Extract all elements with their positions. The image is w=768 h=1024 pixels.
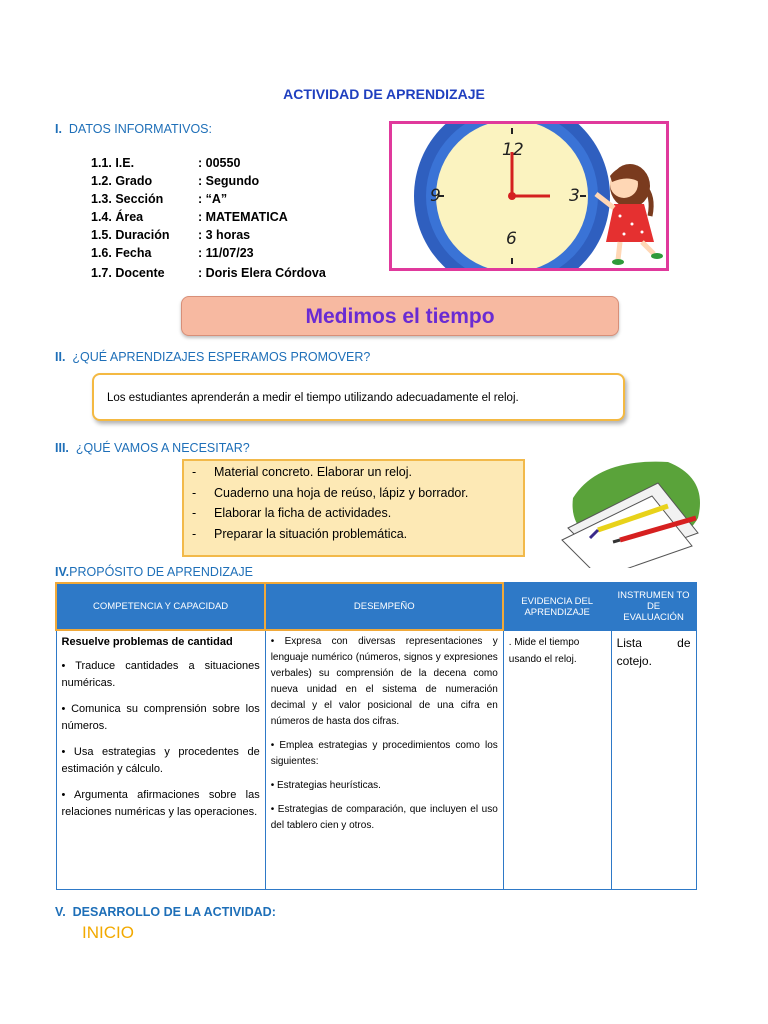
table-header-competencia: COMPETENCIA Y CAPACIDAD [56,583,265,630]
document-title: ACTIVIDAD DE APRENDIZAJE [283,86,485,102]
section-1-number: I. [55,122,62,136]
section-4-label: PROPÓSITO DE APRENDIZAJE [69,565,253,579]
evidencia-cell [503,630,611,889]
section-2-number: II. [55,350,66,364]
competencia-cell [56,630,265,889]
desempeno-item: • Expresa con diversas representaciones y lenguaje numérico (números, signos y expresiones verbales) su comprensión de la decena como nueva unidad en el sistema de numeración decimal y el valor posicional de una cifra en números de hasta dos cifras. [270,636,498,727]
table-header-evidencia: EVIDENCIA DEL APRENDIZAJE [503,583,611,630]
clock-illustration [389,121,669,271]
datos-value: : 00550 [198,156,241,170]
desempeno-item: • Emplea estrategias y procedimientos como los siguientes: [270,740,498,767]
section-3-number: III. [55,441,69,455]
activity-title-banner: Medimos el tiempo [181,296,619,336]
list-item [190,527,523,548]
list-item-text: Cuaderno una hoja de reúso, lápiz y borrador. [214,485,469,500]
instrumento-cell [611,630,696,889]
datos-label: 1.7. Docente [91,266,165,280]
instrumento-text: Lista de cotejo. [616,636,691,668]
clock-girl-image [392,124,666,268]
list-item [190,465,523,486]
table-header-instrumento: INSTRUMEN TO DE EVALUACIÓN [611,583,696,630]
clock-number-3: 3 [569,186,580,206]
section-1-heading [55,122,212,136]
list-dash: - [192,506,197,520]
learning-objective-box [92,373,625,421]
list-item-text: Preparar la situación problemática. [214,526,408,541]
section-4-heading [55,565,253,579]
section-2-heading [55,350,370,364]
datos-value: : MATEMATICA [198,210,288,224]
capacidad-item: • Argumenta afirmaciones sobre las relaciones numéricas y las operaciones. [61,789,260,818]
section-4-number: IV. [55,565,70,579]
section-1-label: DATOS INFORMATIVOS: [68,122,212,136]
desempeno-item: • Estrategias heurísticas. [270,780,381,791]
datos-value: : 3 horas [198,228,251,242]
section-3-heading [55,441,250,455]
list-dash: - [192,465,197,479]
datos-label: 1.3. Sección [91,192,164,206]
desempeno-cell [265,630,503,889]
datos-value: : 11/07/23 [198,246,254,260]
datos-label: 1.4. Área [91,210,144,224]
table-header-desempeno: DESEMPEÑO [265,583,503,630]
clock-number-9: 9 [430,186,441,206]
list-dash: - [192,526,197,541]
inicio-heading: INICIO [82,923,134,942]
clock-number-6: 6 [506,229,517,249]
capacidad-item: • Usa estrategias y procedentes de estimación y cálculo. [61,746,260,775]
list-dash: - [192,485,197,500]
evidencia-text: . Mide el tiempo usando el reloj. [508,637,580,665]
section-5-heading [55,905,276,919]
datos-label: 1.5. Duración [91,228,170,242]
clock-number-12: 12 [502,140,524,160]
competencia-heading: Resuelve problemas de cantidad [61,636,233,648]
desempeno-item: • Estrategias de comparación, que incluyen el uso del tablero cien y otros. [270,804,498,831]
section-2-label: ¿QUÉ APRENDIZAJES ESPERAMOS PROMOVER? [72,350,371,364]
datos-value: : “A” [198,192,228,206]
capacidad-item: • Traduce cantidades a situaciones numéricas. [61,660,260,689]
list-item-text: Elaborar la ficha de actividades. [214,506,392,520]
section-3-label: ¿QUÉ VAMOS A NECESITAR? [75,441,250,455]
section-5-label: DESARROLLO DE LA ACTIVIDAD: [72,905,276,919]
list-item [190,486,523,507]
learning-objective-text: Los estudiantes aprenderán a medir el tiempo utilizando adecuadamente el reloj. [107,392,519,404]
pencils-paper-image [558,458,708,568]
materials-list [182,459,525,557]
datos-value: : Doris Elera Córdova [198,266,326,280]
list-item [190,506,523,527]
section-5-number: V. [55,905,66,919]
table-row [56,630,696,889]
capacidad-item: • Comunica su comprensión sobre los números. [61,703,260,732]
list-item-text: Material concreto. Elaborar un reloj. [214,465,413,479]
datos-label: 1.1. I.E. [91,156,135,170]
learning-purpose-table [55,582,697,890]
datos-label: 1.6. Fecha [91,246,152,260]
datos-label: 1.2. Grado [91,174,153,188]
datos-value: : Segundo [198,174,260,188]
